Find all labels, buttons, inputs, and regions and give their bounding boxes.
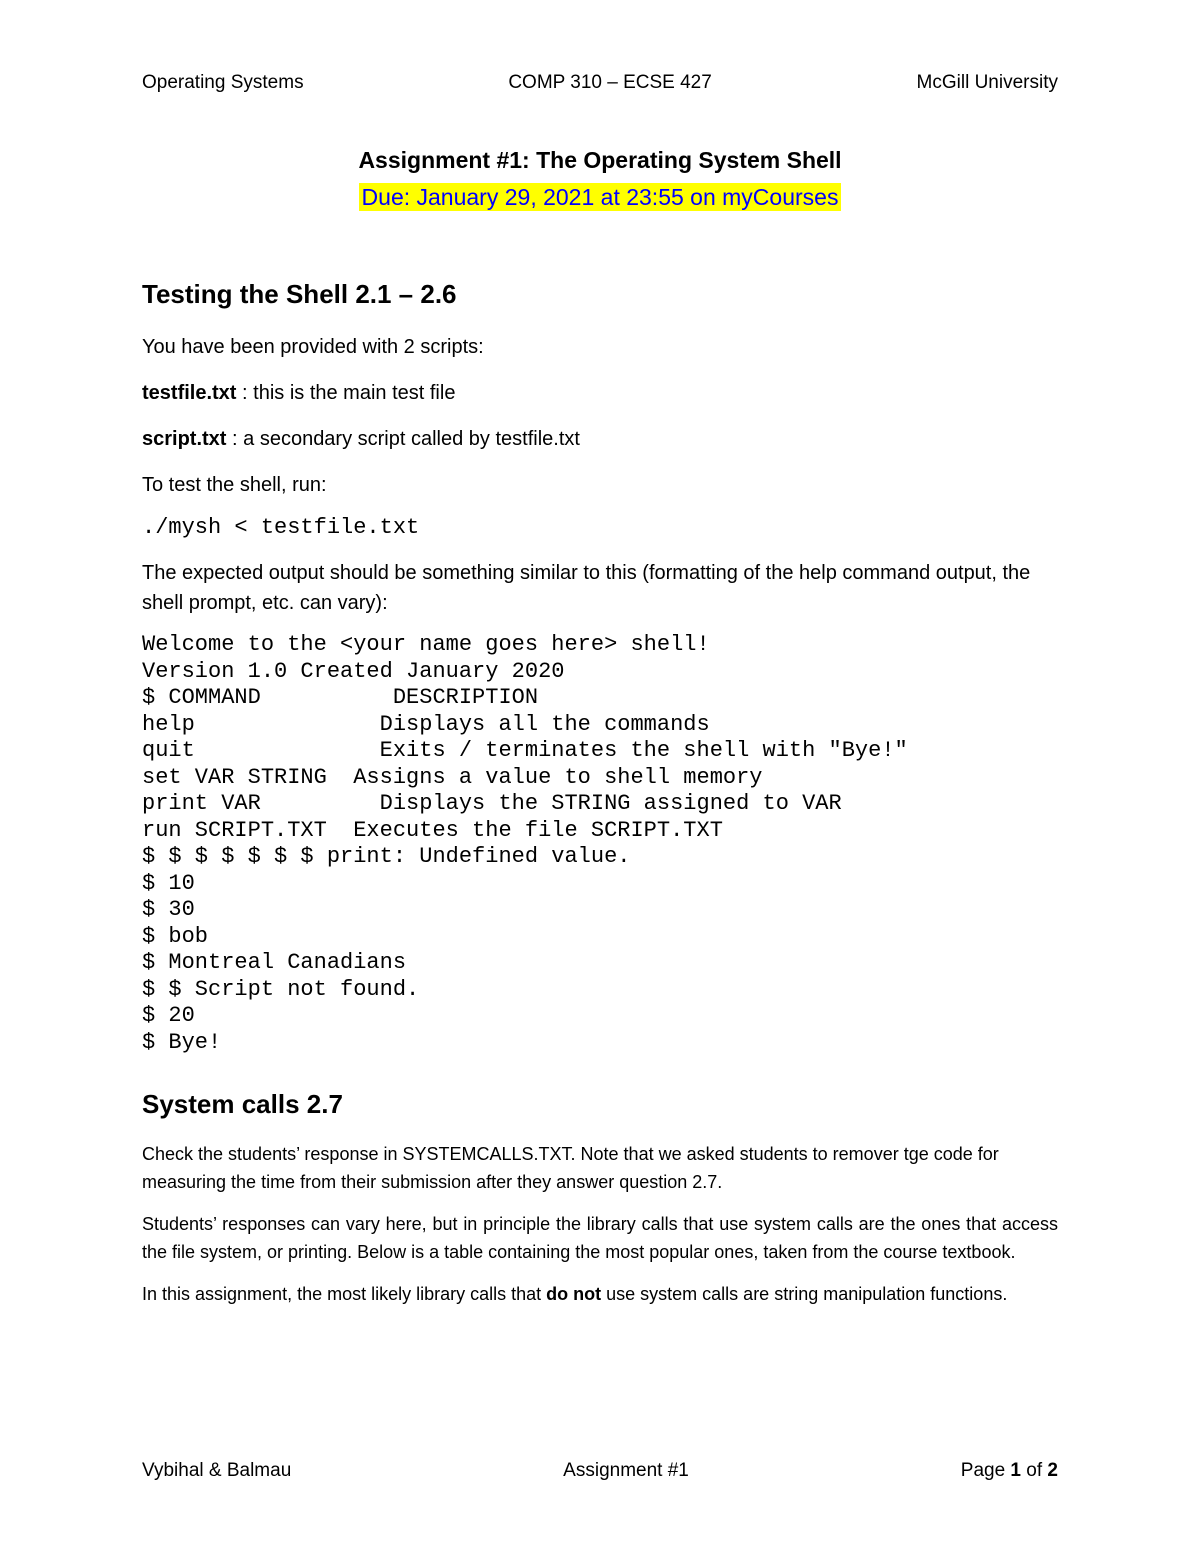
title-block xyxy=(0,146,1200,211)
page-prefix: Page xyxy=(960,1460,1011,1481)
header-university: McGill University xyxy=(916,72,1058,93)
page-mid: of xyxy=(1021,1460,1048,1481)
footer-authors: Vybihal & Balmau xyxy=(142,1460,292,1481)
page-footer xyxy=(142,1460,1058,1482)
file-item-testfile xyxy=(142,378,1058,408)
file-item-script xyxy=(142,424,1058,454)
header-course-name: Operating Systems xyxy=(142,72,304,93)
file-name-script: script.txt xyxy=(142,428,227,450)
para3-text-before: In this assignment, the most likely library calls that xyxy=(142,1284,547,1304)
system-calls-paragraph-1: Check the students’ response in SYSTEMCALLS.TXT. Note that we asked students to remover tge code for measuring the time from their submission after they answer question 2.7. xyxy=(142,1144,999,1192)
section-heading-testing: Testing the Shell 2.1 – 2.6 xyxy=(142,279,457,309)
file-name-testfile: testfile.txt xyxy=(142,382,237,404)
scripts-intro: You have been provided with 2 scripts: xyxy=(142,336,484,358)
expected-output-code: Welcome to the <your name goes here> shell! Version 1.0 Created January 2020 $ COMMAND DESCRIPTION help Displays all the commands quit Exits / terminates the shell with "Bye!" set VAR STRING Assigns a value to shell memory print VAR Displays the STRING assigned to VAR run SCRIPT.TXT Executes the file SCRIPT.TXT $ $ $ $ $ $ $ print: Undefined value. $ 10 $ 30 $ bob $ Montreal Canadians $ $ Script not found. $ 20 $ Bye! xyxy=(142,632,908,1055)
page-header xyxy=(142,72,1058,94)
run-instruction: To test the shell, run: xyxy=(142,474,327,496)
page-current: 1 xyxy=(1010,1460,1021,1481)
footer-page-number xyxy=(961,1460,1058,1482)
page-total: 2 xyxy=(1047,1460,1058,1481)
assignment-title: Assignment #1: The Operating System Shell xyxy=(358,147,842,173)
system-calls-paragraph-2: Students’ responses can vary here, but in principle the library calls that use system calls are the ones that access the file system, or printing. Below is a table containing the most popular ones, taken from the course textbook. xyxy=(142,1214,1058,1262)
footer-assignment: Assignment #1 xyxy=(563,1460,689,1481)
document-body xyxy=(142,276,1058,1308)
para3-text-after: use system calls are string manipulation functions. xyxy=(601,1284,1008,1304)
expected-output-description: The expected output should be something similar to this (formatting of the help command output, the shell prompt, etc. can vary): xyxy=(142,562,1031,614)
file-desc-testfile: : this is the main test file xyxy=(236,382,456,404)
file-desc-script: : a secondary script called by testfile.txt xyxy=(226,428,580,450)
system-calls-paragraph-3 xyxy=(142,1280,1058,1308)
header-course-code: COMP 310 – ECSE 427 xyxy=(508,72,712,93)
due-date-highlight: Due: January 29, 2021 at 23:55 on myCourses xyxy=(359,183,842,211)
section-heading-system-calls: System calls 2.7 xyxy=(142,1089,343,1119)
para3-emphasis: do not xyxy=(546,1284,602,1304)
run-command-code: ./mysh < testfile.txt xyxy=(142,515,420,540)
